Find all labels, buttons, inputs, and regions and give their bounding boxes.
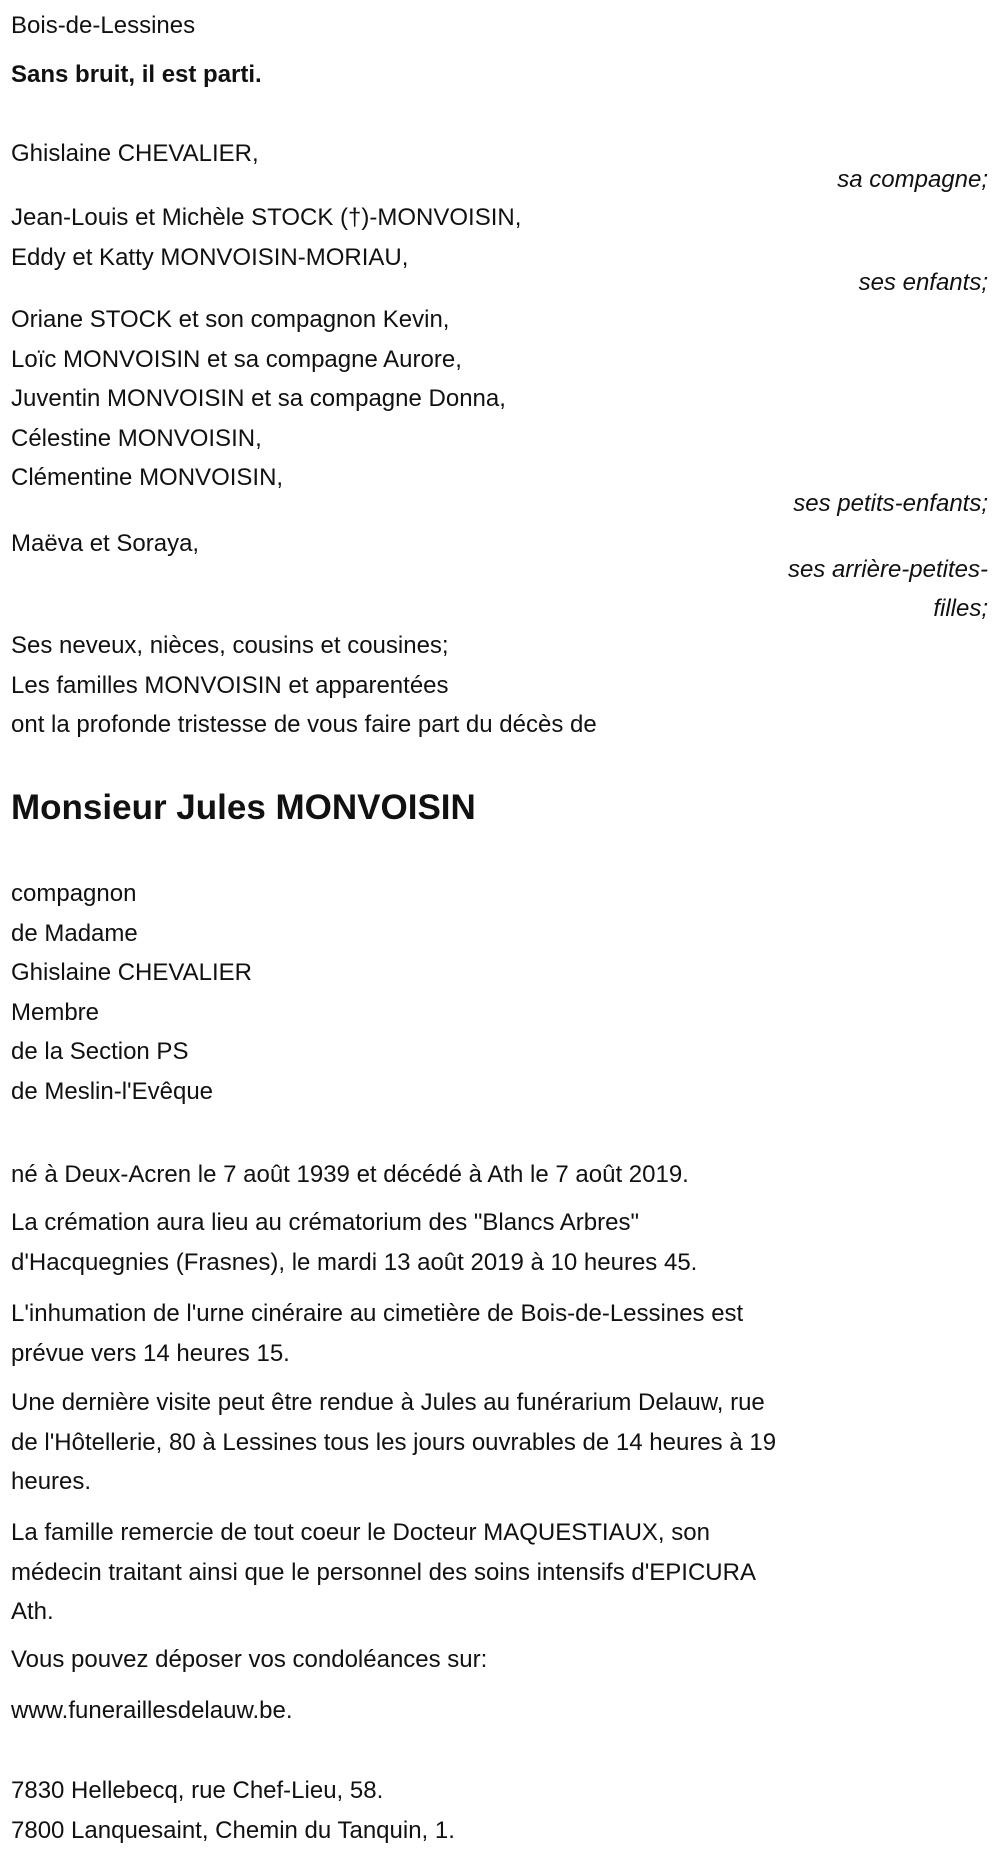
relation-label: filles; bbox=[933, 595, 988, 623]
header bbox=[11, 6, 988, 94]
title-line: de Meslin-l'Evêque bbox=[11, 1077, 214, 1105]
paragraph-cremation bbox=[11, 1203, 988, 1282]
paragraph-website bbox=[11, 1691, 988, 1731]
paragraph-line: heures. bbox=[11, 1468, 92, 1496]
family-name: Célestine MONVOISIN, bbox=[11, 424, 262, 452]
relation-label: sa compagne; bbox=[837, 165, 988, 193]
family-section-children bbox=[11, 198, 988, 303]
paragraph-birth-death bbox=[11, 1155, 988, 1195]
address-line: 7830 Hellebecq, rue Chef-Lieu, 58. bbox=[11, 1777, 384, 1804]
relation-label: ses petits-enfants; bbox=[793, 489, 988, 517]
title-line: de Madame bbox=[11, 919, 138, 947]
paragraph-line: L'inhumation de l'urne cinéraire au cimetière de Bois-de-Lessines est bbox=[11, 1300, 744, 1327]
family-name: Juventin MONVOISIN et sa compagne Donna, bbox=[11, 385, 506, 413]
deceased-section bbox=[11, 784, 988, 832]
paragraph-line: Vous pouvez déposer vos condoléances sur: bbox=[11, 1646, 488, 1673]
family-name: Ghislaine CHEVALIER, bbox=[11, 140, 259, 167]
title-line: compagnon bbox=[11, 880, 137, 907]
others-line: Les familles MONVOISIN et apparentées bbox=[11, 671, 449, 699]
paragraph-line: né à Deux-Acren le 7 août 1939 et décédé à Ath le 7 août 2019. bbox=[11, 1161, 689, 1188]
others-line: Ses neveux, nièces, cousins et cousines; bbox=[11, 632, 449, 659]
family-section-grandchildren bbox=[11, 300, 988, 524]
paragraph-line: Une dernière visite peut être rendue à Jules au funérarium Delauw, rue bbox=[11, 1389, 765, 1416]
paragraph-line: La crémation aura lieu au crématorium des "Blancs Arbres" bbox=[11, 1209, 639, 1236]
family-name: Clémentine MONVOISIN, bbox=[11, 464, 284, 492]
address-line: 7800 Lanquesaint, Chemin du Tanquin, 1. bbox=[11, 1816, 455, 1844]
paragraph-line: médecin traitant ainsi que le personnel des soins intensifs d'EPICURA bbox=[11, 1558, 756, 1586]
title-line: Membre bbox=[11, 998, 100, 1026]
family-name: Loïc MONVOISIN et sa compagne Aurore, bbox=[11, 345, 462, 373]
paragraph-condolences bbox=[11, 1640, 988, 1680]
family-name: Maëva et Soraya, bbox=[11, 530, 200, 557]
relation-label: ses enfants; bbox=[858, 269, 988, 297]
paragraph-line: prévue vers 14 heures 15. bbox=[11, 1339, 290, 1367]
others-line: ont la profonde tristesse de vous faire part du décès de bbox=[11, 711, 597, 739]
paragraph-line: La famille remercie de tout coeur le Docteur MAQUESTIAUX, son bbox=[11, 1519, 710, 1546]
website-link[interactable]: www.funeraillesdelauw.be. bbox=[11, 1697, 293, 1724]
addresses-section bbox=[11, 1771, 988, 1850]
paragraph-line: de l'Hôtellerie, 80 à Lessines tous les jours ouvrables de 14 heures à 19 bbox=[11, 1428, 777, 1456]
family-name: Oriane STOCK et son compagnon Kevin, bbox=[11, 306, 450, 333]
motto: Sans bruit, il est parti. bbox=[11, 60, 262, 88]
place: Bois-de-Lessines bbox=[11, 12, 196, 39]
relation-label: ses arrière-petites- bbox=[787, 555, 988, 583]
paragraph-visit bbox=[11, 1383, 988, 1502]
family-name: Eddy et Katty MONVOISIN-MORIAU, bbox=[11, 243, 409, 271]
paragraph-line: d'Hacquegnies (Frasnes), le mardi 13 août 2019 à 10 heures 45. bbox=[11, 1248, 698, 1276]
titles-section bbox=[11, 874, 988, 1112]
others-section bbox=[11, 626, 988, 745]
paragraph-line: Ath. bbox=[11, 1598, 54, 1626]
family-section-companion bbox=[11, 134, 988, 199]
deceased-name: Monsieur Jules MONVOISIN bbox=[11, 788, 476, 827]
paragraph-burial bbox=[11, 1294, 988, 1373]
family-section-great-grandchildren bbox=[11, 524, 988, 629]
title-line: de la Section PS bbox=[11, 1038, 189, 1066]
family-name: Jean-Louis et Michèle STOCK (†)-MONVOISIN, bbox=[11, 204, 522, 231]
paragraph-thanks bbox=[11, 1513, 988, 1632]
title-line: Ghislaine CHEVALIER bbox=[11, 959, 252, 987]
